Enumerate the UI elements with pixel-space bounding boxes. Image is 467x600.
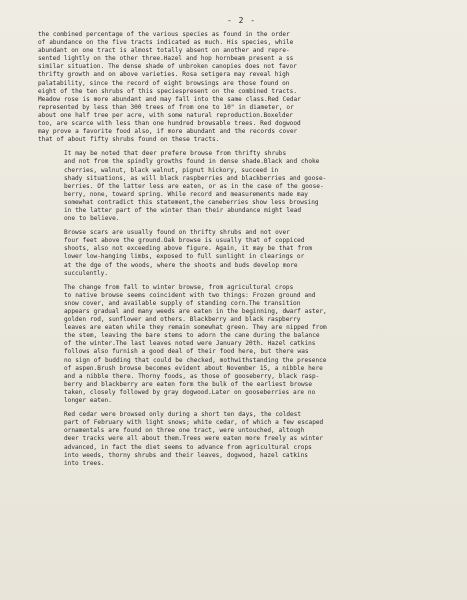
text-line: shoots, also not exceeding above figure. Again, it may be that from bbox=[64, 245, 313, 253]
text-line: into trees. bbox=[64, 459, 105, 467]
text-line: of abundance on the five tracts indicated as much. His species, while bbox=[38, 39, 294, 47]
text-line: succulently. bbox=[64, 269, 109, 277]
paragraph bbox=[38, 284, 445, 405]
text-line: ornamentals are found on three one tract, were untouched, altough bbox=[64, 427, 305, 435]
text-line: follows also furnish a good deal of their food here, but there was bbox=[64, 348, 309, 356]
text-line: taken, closely followed by gray dogwood.Later on gooseberries are no bbox=[64, 388, 316, 396]
paragraph bbox=[38, 150, 445, 223]
text-line: the combined percentage of the various species as found in the order bbox=[38, 31, 290, 38]
text-line: in the latter part of the winter than their abundance might lead bbox=[64, 206, 301, 214]
text-line: may prove a favorite food also, if more abundant and the records cover bbox=[38, 128, 298, 136]
paragraph bbox=[38, 229, 445, 278]
text-line: of aspen.Brush browse becomes evident about November 15, a nibble here bbox=[64, 364, 323, 372]
text-line: advanced, in fact the diet seems to advance from agricultural crops bbox=[64, 443, 312, 451]
text-line: snow cover, and available supply of standing corn.The transition bbox=[64, 299, 301, 307]
text-line: sented lightly on the other three.Hazel and hop hornbeam present a ss bbox=[38, 55, 294, 63]
text-line: lower low-hanging limbs, exposed to full sunlight in clearings or bbox=[64, 253, 305, 261]
text-line: that of about fifty shrubs found on these tracts. bbox=[38, 136, 220, 144]
text-line: and not from the spindly growths found in dense shade.Black and choke bbox=[64, 158, 320, 166]
text-line: berry, none, toward spring. While record and measurements made may bbox=[64, 190, 308, 198]
text-line: appears gradual and many weeds are eaten in the beginning, dwarf aster, bbox=[64, 308, 327, 315]
text-line: four feet above the ground.Oak browse is usually that of coppiced bbox=[64, 237, 305, 245]
text-line: Red cedar were browsed only during a short ten days, the coldest bbox=[64, 411, 301, 419]
text-line: no sign of budding that could be checked, mothwithstanding the presence bbox=[64, 356, 327, 364]
text-line: about one half tree per acre, with some natural reproduction.Boxelder bbox=[38, 111, 293, 119]
text-line: too, are scarce with less than one hundred browsable trees. Red dogwood bbox=[38, 120, 301, 128]
paragraph bbox=[38, 411, 445, 468]
text-line: eight of the ten shrubs of this speciespresent on the combined tracts. bbox=[38, 87, 298, 95]
text-line: at the dge of the woods, where the shoots and buds develop more bbox=[64, 261, 298, 269]
text-line: berries. Of the latter less are eaten, or as in the case of the goose- bbox=[64, 182, 324, 190]
text-line: to native browse seems coincident with two things: Frozen ground and bbox=[64, 291, 316, 299]
text-line: somewhat contradict this statement,the caneberries show less browsing bbox=[64, 198, 319, 206]
text-line: the stem, leaving the bare stems to adorn the cane during the balance bbox=[64, 332, 320, 340]
text-line: part of February with light snows; white cedar, of which a few escaped bbox=[64, 419, 324, 427]
text-line: thrifty growth and on above varieties. Rosa setigera may reveal high bbox=[38, 71, 290, 79]
text-line: shady situations, as will black raspberries and blackberries and goose- bbox=[64, 174, 327, 182]
text-line: and a nibble there. Thorny foods, as those of gooseberry, black rasp- bbox=[64, 372, 320, 380]
document-body bbox=[38, 31, 445, 468]
text-line: palatability, since the record of eight browsings are those found on bbox=[38, 79, 290, 87]
text-line: Meadow rose is more abundant and may fall into the same class.Red Cedar bbox=[38, 95, 301, 103]
text-line: represented by less than 300 trees of from one to 10" in diameter, or bbox=[38, 103, 294, 111]
text-line: longer eaten. bbox=[64, 397, 112, 405]
text-line: berry and blackberry are eaten form the bulk of the earliest browse bbox=[64, 380, 313, 388]
text-line: cherries, walnut, black walnut, pignut hickory, succeed in bbox=[64, 166, 279, 174]
text-line: It may be noted that deer prefere browse from thrifty shrubs bbox=[64, 150, 287, 158]
text-line: golden rod, sunflower and others. Blackberry and black raspberry bbox=[64, 316, 301, 324]
text-line: into weeds, thorny shrubs and their leaves, dogwood, hazel catkins bbox=[64, 451, 308, 459]
text-line: of the winter.The last leaves noted were January 20th. Hazel catkins bbox=[64, 340, 316, 348]
text-line: leaves are eaten while they remain somewhat green. They are nipped from bbox=[64, 324, 327, 332]
text-line: similar situation. The dense shade of unbroken canopies does not favor bbox=[38, 63, 297, 71]
text-line: The change from fall to winter browse, from agricultural crops bbox=[64, 283, 294, 291]
text-line: one to believe. bbox=[64, 215, 120, 223]
text-line: deer tracks were all about them.Trees were eaten more freely as winter bbox=[64, 435, 324, 443]
paragraph bbox=[38, 31, 445, 144]
text-line: abundant on one tract is almost totally absent on another and repre- bbox=[38, 47, 290, 55]
text-line: Browse scars are usually found on thrifty shrubs and not over bbox=[64, 229, 290, 237]
page-number: - 2 - bbox=[226, 16, 257, 25]
